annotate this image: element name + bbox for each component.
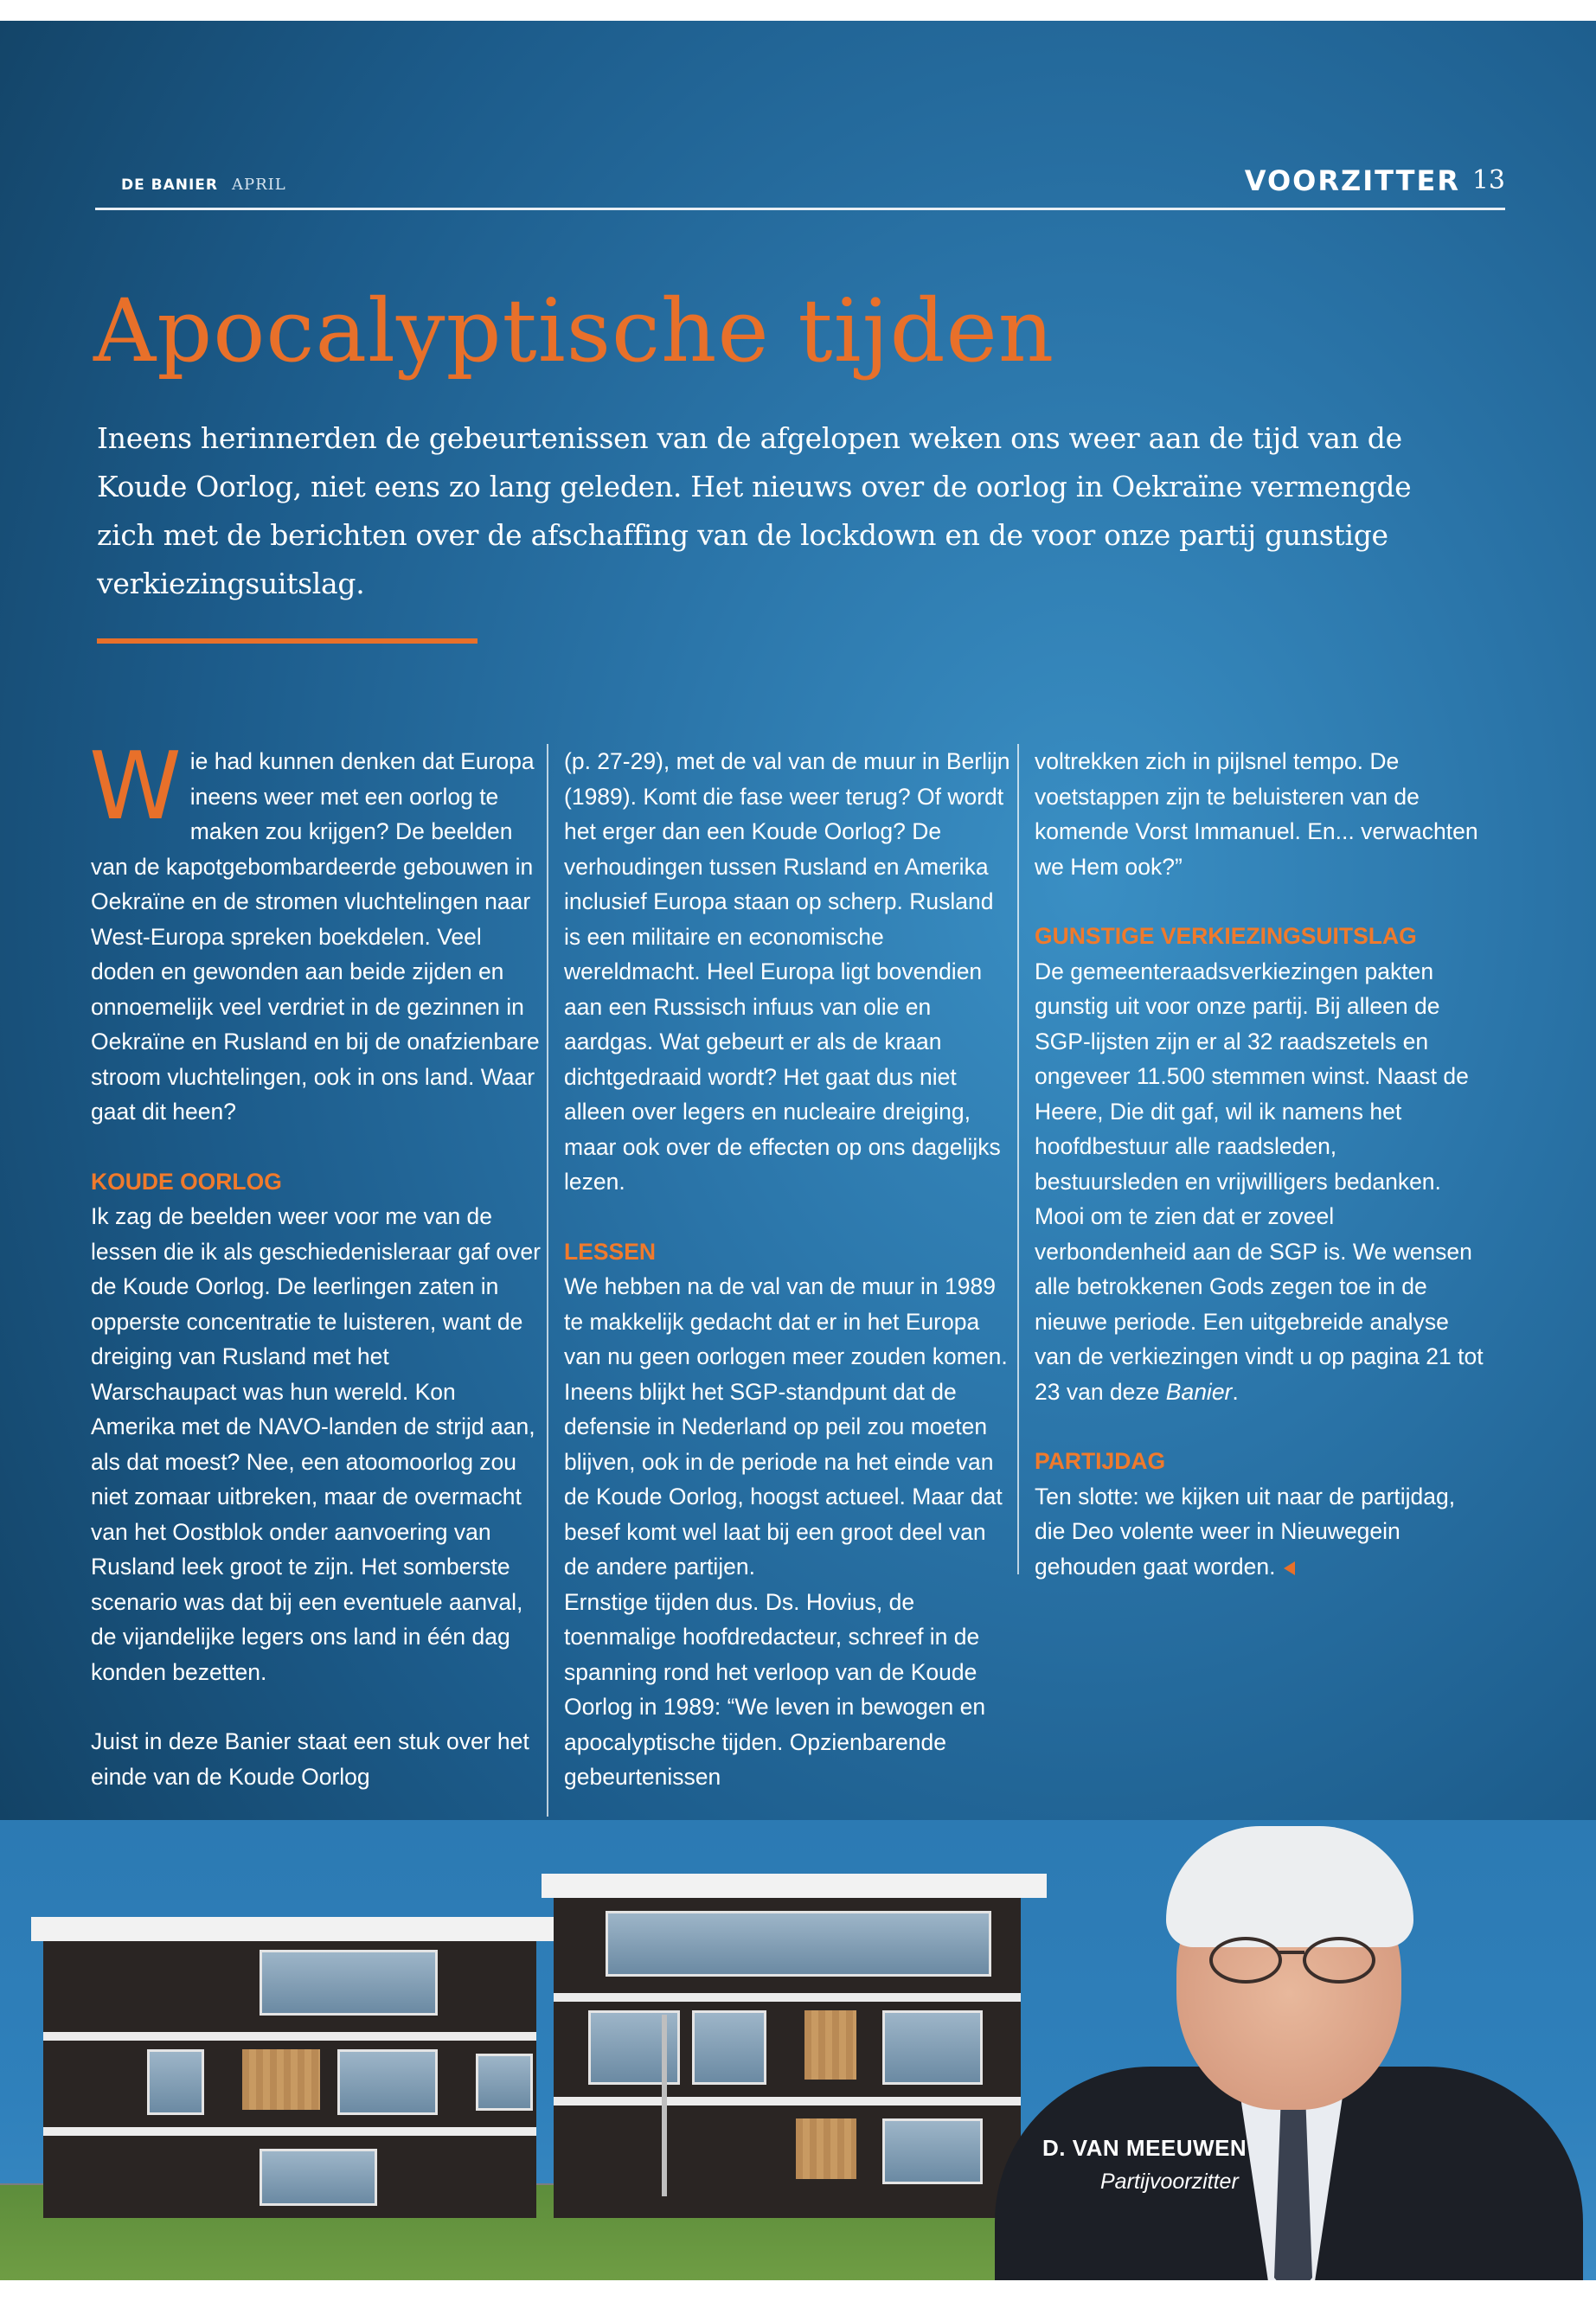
floor-band [554,1993,1021,2002]
paragraph-4: (p. 27-29), met de val van de muur in Berlijn (1989). Komt die fase weer terug? Of wordt het erger dan een Koude Oorlog? De verhoudingen tussen Rusland en Amerika inclusief Europa staan op scherp. Rusland is een militaire en economische wereldmacht. Heel Europa ligt bovendien aan een Russisch infuus van olie en aardgas. Wat gebeurt er als de kraan dichtgedraaid wordt? Het gaat dus niet alleen over legers en nucleaire dreiging, maar ook over de effecten op ons dagelijks lezen. [564,748,1010,1195]
magazine-name-italic: Banier [1165,1378,1233,1405]
paragraph-3: Juist in deze Banier staat een stuk over het einde van de Koude Oorlog [91,1728,529,1790]
orange-divider [97,638,478,644]
paragraph-9-text: Ten slotte: we kijken uit naar de partijdag, die Deo volente weer in Nieuwegein gehouden gaat worden. [1035,1483,1456,1580]
paragraph-9 [1035,1479,1484,1585]
page-header [95,152,1505,210]
caption-role: Partijvoorzitter [1100,2170,1239,2194]
window [692,2010,766,2085]
window [882,2118,983,2184]
window [260,2149,377,2206]
lamp-post [662,2015,667,2196]
window [606,1911,991,1977]
paragraph-1-text: ie had kunnen denken dat Europa ineens weer met een oorlog te maken zou krijgen? De beelden van de kapotgebombardeerde gebouwen in Oekraïne en de stromen vluchtelingen naar West-Europa spreken boekdelen. Veel doden en gewonden aan beide zijden en onnoemelijk veel verdriet in de gezinnen in Oekraïne en Rusland en bij de onafzienbare stroom vluchtelingen, ook in ons land. Waar gaat dit heen? [91,748,540,1125]
wood-panel [796,2118,856,2179]
drop-cap: W [89,733,182,841]
paragraph-7: voltrekken zich in pijlsnel tempo. De voetstappen zijn te beluisteren van de komende Vorst Immanuel. En... verwachten we Hem ook?” [1035,748,1478,880]
wood-panel [242,2049,320,2110]
paragraph-2: Ik zag de beelden weer voor me van de lessen die ik als geschiedenisleraar gaf over de Koude Oorlog. De leerlingen zaten in opperste concentratie te luisteren, want de dreiging van Rusland met het Warschaupact was hun wereld. Kon Amerika met de NAVO-landen de strijd aan, als dat moest? Nee, een atoomoorlog zou niet zomaar uitbreken, maar de overmacht van het Oostblok onder aanvoering van Rusland leek groot te zijn. Het somberste scenario was dat bij een eventuele aanval, de vijandelijke legers ons land in één dag konden bezetten. [91,1203,541,1685]
subheading-koude-oorlog: KOUDE OORLOG [91,1168,282,1195]
page-number: 13 [1471,165,1505,195]
column-1 [89,733,541,1794]
column-2 [547,744,1014,1817]
magazine-page [0,21,1596,2280]
floor-band [43,2127,536,2136]
caption-name: D. VAN MEEUWEN [1042,2135,1247,2161]
window [882,2010,983,2085]
window [476,2054,533,2111]
article-title: Apocalyptische tijden [93,280,1055,381]
paragraph-8 [1035,954,1484,1410]
column-3 [1017,744,1484,1580]
paragraph-5: We hebben na de val van de muur in 1989 te makkelijk gedacht dat er in het Europa van nu geen oorlogen meer zouden komen. Ineens blijkt het SGP-standpunt dat de defensie in Nederland op peil zou moeten blijven, ook in de periode na het einde van de Koude Oorlog, hoogst actueel. Maar dat besef komt wel laat bij een groot deel van de andere partijen. [564,1273,1008,1580]
floor-band [554,2097,1021,2106]
glasses-icon [1209,1937,1374,1977]
wood-panel [804,2010,856,2080]
article-intro: Ineens herinnerden de gebeurtenissen van de afgelopen weken ons weer aan de tijd van de Koude Oorlog, niet eens zo lang geleden. Het nieuws over de oorlog in Oekraïne vermengde zich met de berichten over de afschaffing van de lockdown en de voor onze partij gunstige verkiezingsuitslag. [97,421,1412,600]
building-right [554,1898,1021,2218]
window [147,2049,204,2115]
building-left [43,1941,536,2218]
paragraph-6: Ernstige tijden dus. Ds. Hovius, de toenmalige hoofdredacteur, schreef in de spanning rond het verloop van de Koude Oorlog in 1989: “We leven in bewogen en apocalyptische tijden. Opzienbarende gebeurtenissen [564,1588,986,1790]
subheading-verkiezingsuitslag: GUNSTIGE VERKIEZINGSUITSLAG [1035,923,1417,949]
floor-band [43,2032,536,2041]
portrait-photo [977,1902,1596,2280]
magazine-name: DE BANIER [121,176,219,194]
section-title: VOORZITTER [1244,164,1460,197]
window [337,2049,438,2115]
issue-month: APRIL [232,176,286,194]
roof [31,1917,562,1941]
roof [542,1874,1047,1898]
window [260,1950,438,2016]
paragraph-8-end: . [1232,1378,1239,1405]
subheading-partijdag: PARTIJDAG [1035,1448,1166,1474]
subheading-lessen: LESSEN [564,1238,657,1265]
paragraph-8-text: De gemeenteraadsverkiezingen pakten gunstig uit voor onze partij. Bij alleen de SGP-lijsten zijn er al 32 raadszetels en ongeveer 11.500 stemmen winst. Naast de Heere, Die dit gaf, wil ik namens het hoofdbestuur alle raadsleden, bestuursleden en vrijwilligers bedanken. Mooi om te zien dat er zoveel verbondenheid aan de SGP is. We wensen alle betrokkenen Gods zegen toe in de nieuwe periode. Een uitgebreide analyse van de verkiezingen vindt u op pagina 21 tot 23 van deze [1035,958,1484,1405]
paragraph-1 [89,733,541,1130]
end-mark-icon [1284,1561,1295,1575]
